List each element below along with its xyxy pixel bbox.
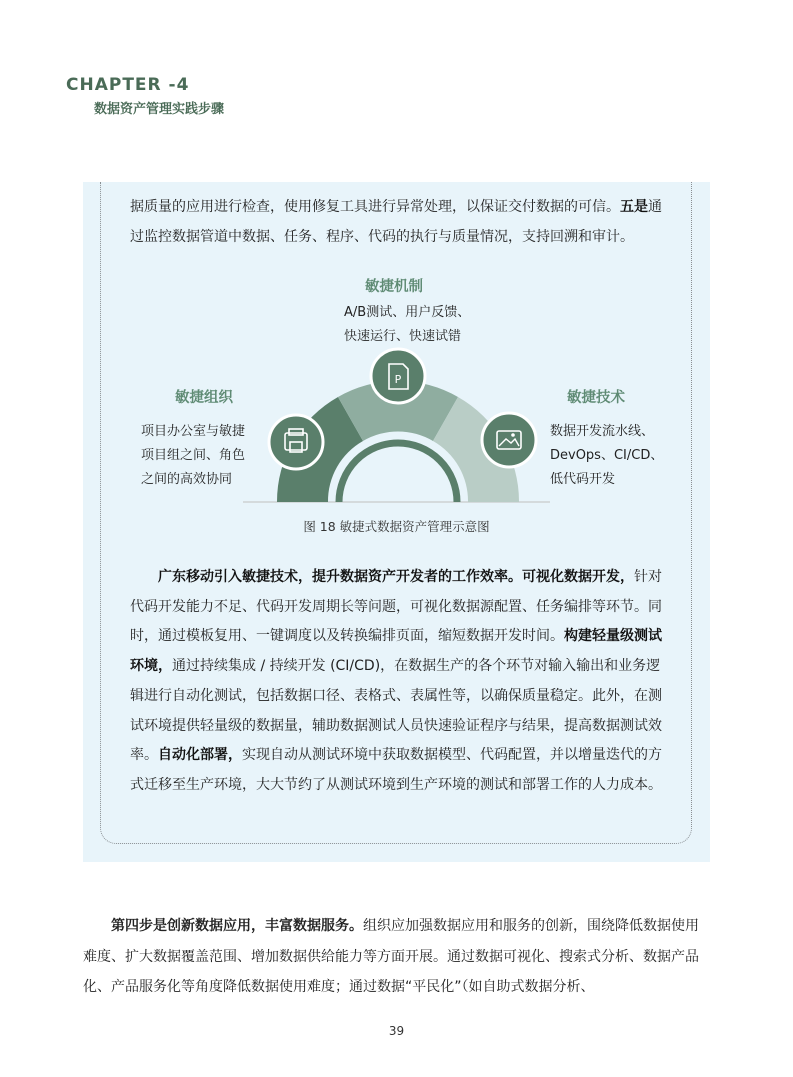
document-icon (371, 349, 425, 403)
page-number: 39 (388, 1024, 405, 1038)
svg-text:P: P (394, 373, 402, 386)
mechanism-title: 敏捷机制 (365, 279, 423, 295)
organization-title: 敏捷组织 (175, 390, 233, 406)
figure-caption: 图 18 敏捷式数据资产管理示意图 (303, 519, 490, 534)
bold-text: 构建轻量级测试环境， (130, 628, 662, 675)
bold-text: 第四步是创新数据应用，丰富数据服务。 (111, 918, 363, 934)
bold-text: 五是 (620, 199, 648, 215)
inner-arc (339, 443, 457, 502)
body-paragraph: 第四步是创新数据应用，丰富数据服务。组织应加强数据应用和服务的创新，围绕降低数据使用难度、扩大数据覆盖范围、增加数据供给能力等方面开展。通过数据可视化、搜索式分析、数据产品化、产品服务化等角度降低数据使用难度；通过数据“平民化”（如自助式数据分析、 (83, 918, 699, 995)
bold-text: 自动化部署， (158, 747, 242, 764)
grid-icon (269, 415, 323, 469)
box-paragraph-1: 据质量的应用进行检查，使用修复工具进行异常处理，以保证交付数据的可信。五是通过监控数据管道中数据、任务、程序、代码的执行与质量情况，支持回溯和审计。 (130, 199, 662, 245)
chapter-label: CHAPTER -4 (66, 75, 190, 95)
technology-desc: 数据开发流水线、 DevOps、CI/CD、 低代码开发 (550, 424, 664, 487)
chapter-subtitle: 数据资产管理实践步骤 (94, 102, 225, 117)
box-paragraph-2: 广东移动引入敏捷技术，提升数据资产开发者的工作效率。可视化数据开发，针对代码开发能力不足、代码开发周期长等问题，可视化数据源配置、任务编排等环节。同时，通过模板复用、一键调度以及转换编排页面，缩短数据开发时间。构建轻量级测试环境，通过持续集成 / 持续开发 (CI/CD)，在数据生产的各个环节对输入输出和业务逻辑进行自动化测试，包括数据口径、表格式、表属性等，以确保质量稳定。此外，在测试环境提供轻量级的数据量，辅助数据测试人员快速验证程序与结果，提高数据测试效率。自动化部署，实现自动从测试环境中获取数据模型、代码配置，并以增量迭代的方式迁移至生产环境，大大节约了从测试环境到生产环境的测试和部署工作的人力成本。 (130, 569, 662, 793)
image-icon (482, 413, 536, 467)
organization-desc: 项目办公室与敏捷 项目组之间、角色 之间的高效协同 (141, 424, 246, 487)
bold-text: 广东移动引入敏捷技术，提升数据资产开发者的工作效率。可视化数据开发， (158, 569, 634, 585)
mechanism-desc: A/B测试、用户反馈、 快速运行、快速试错 (344, 305, 471, 344)
technology-title: 敏捷技术 (567, 390, 625, 406)
